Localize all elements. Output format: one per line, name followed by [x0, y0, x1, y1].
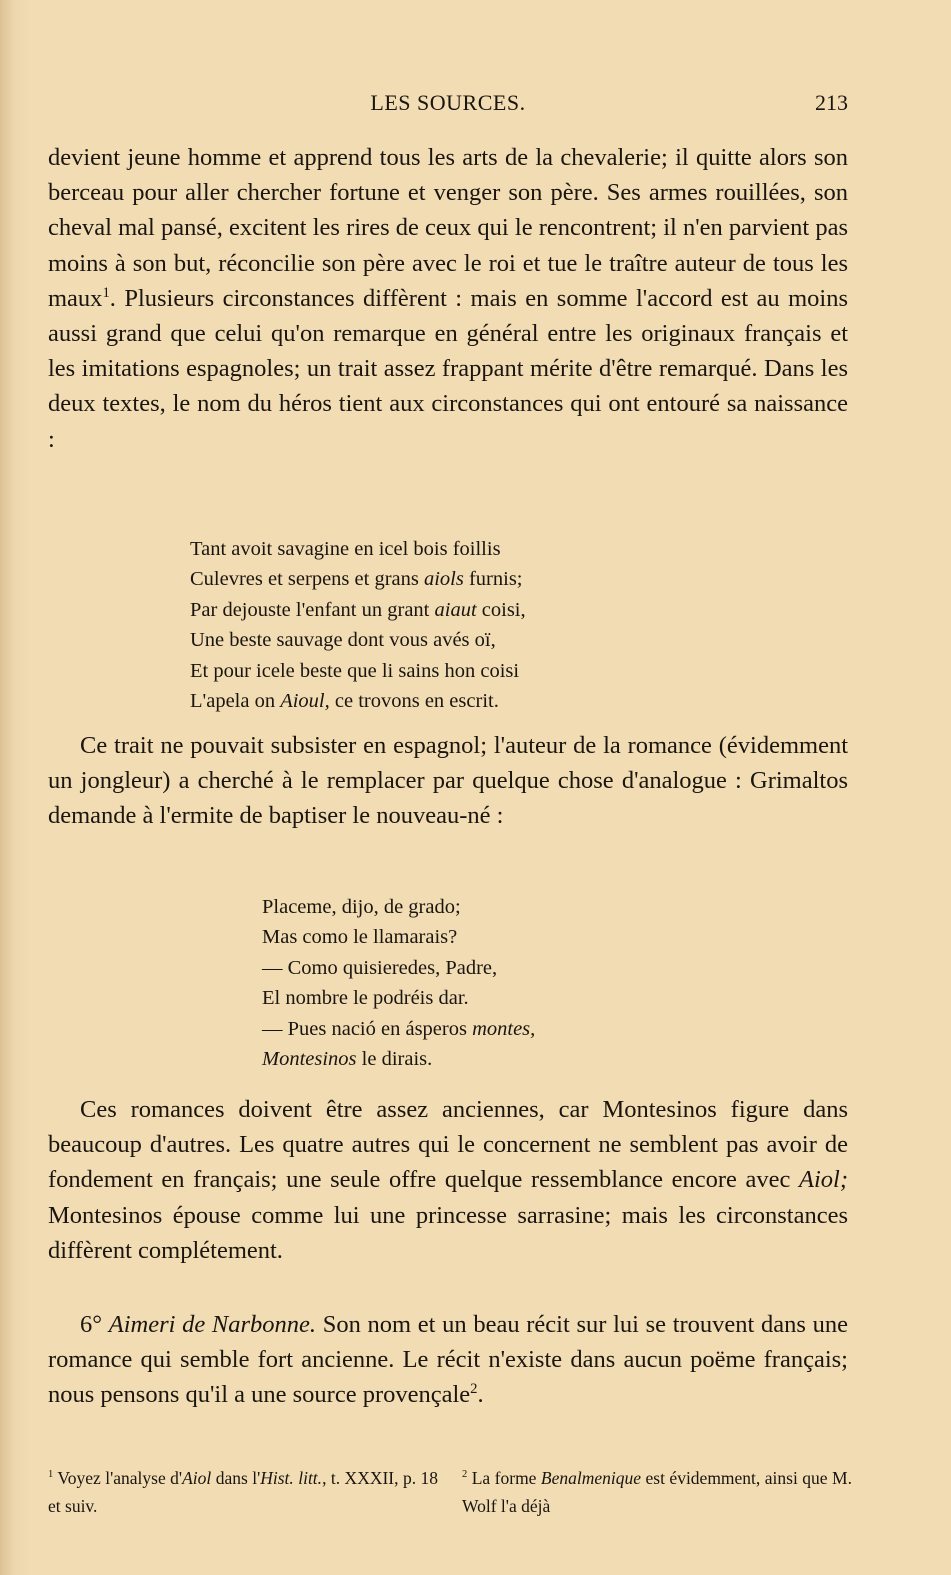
page-number: 213 [815, 90, 848, 115]
paragraph-4: 6° Aimeri de Narbonne. Son nom et un beau récit sur lui se trouvent dans une romance qui semble fort ancienne. Le récit n'existe dans aucun poëme français; nous pensons qu'il a une source provençale$^2$. [48, 1311, 849, 1409]
page-header [48, 90, 848, 122]
verse-line: Par dejouste l'enfant un grant aiaut coisi, [190, 598, 526, 621]
verse-quote-old-french [190, 534, 526, 716]
paragraph-3: Ces romances doivent être assez anciennes, car Montesinos figure dans beaucoup d'autres. Les quatre autres qui le concernent ne semblent pas avoir de fondement en français; une seule offre quelque ressemblance encore avec Aiol; Montesinos épouse comme lui une princesse sarrasine; mais les circonstances diffèrent complétement. [48, 1096, 848, 1264]
verse-line: Culevres et serpens et grans aiols furnis; [190, 568, 523, 591]
section-title: Aimeri de Narbonne. [108, 1311, 317, 1338]
paragraph-2-text: Ce trait ne pouvait subsister en espagnol; l'auteur de la romance (évidemment un jongleur) a cherché à le remplacer par quelque chose d'analogue : Grimaltos demande à l'ermite de baptiser le nouveau-né : [48, 732, 848, 830]
verse-line: — Pues nació en ásperos montes, [262, 1017, 536, 1040]
paragraph-1-text-after: . Plusieurs circonstances diffèrent : mais en somme l'accord est au moins aussi grand que celui qu'on remarque en général entre les originaux français et les imitations espagnoles; un trait assez frappant mérite d'être remarqué. Dans les deux textes, le nom du héros tient aux circonstances qui ont entouré sa naissance : [48, 284, 848, 453]
verse-line: Une beste sauvage dont vous avés oï, [190, 629, 496, 652]
footnote-ref-2: 2 [470, 1381, 478, 1398]
verse-line: Montesinos le dirais. [262, 1048, 433, 1071]
verse-line: El nombre le podréis dar. [262, 987, 469, 1010]
paragraph-1-text: devient jeune homme et apprend tous les arts de la chevalerie; il quitte alors son berceau pour aller chercher fortune et venger son père. Ses armes rouillées, son cheval mal pansé, excitent les rires de ceux qui le rencontrent; il n'en parvient pas moins à son but, réconcilie son père avec le roi et tue le traître auteur de tous les maux [48, 144, 848, 312]
paragraph-2 [48, 728, 848, 834]
section-number: 6° [80, 1311, 103, 1338]
running-head: LES SOURCES. [370, 90, 526, 115]
verse-line: Placeme, dijo, de grado; [262, 896, 461, 918]
verse-line: L'apela on Aioul, ce trovons en escrit. [190, 690, 499, 713]
footnote-1: $^1$ Voyez l'analyse d'Aiol dans l'Hist. litt., t. XXXII, p. 18 et suiv. [48, 1468, 439, 1516]
verse-line: Mas como le llamarais? [262, 926, 458, 949]
footnote-ref-1: 1 [102, 284, 110, 301]
verse-quote-spanish [262, 892, 535, 1074]
footnote-2: $^2$ La forme Benalmenique est évidemment, ainsi que M. Wolf l'a déjà [462, 1468, 852, 1516]
paragraph-1 [48, 140, 848, 457]
verse-line: Et pour icele beste que li sains hon coisi [190, 659, 520, 682]
verse-line: — Como quisieredes, Padre, [262, 956, 498, 979]
verse-line: Tant avoit savagine en icel bois foillis [190, 538, 501, 560]
